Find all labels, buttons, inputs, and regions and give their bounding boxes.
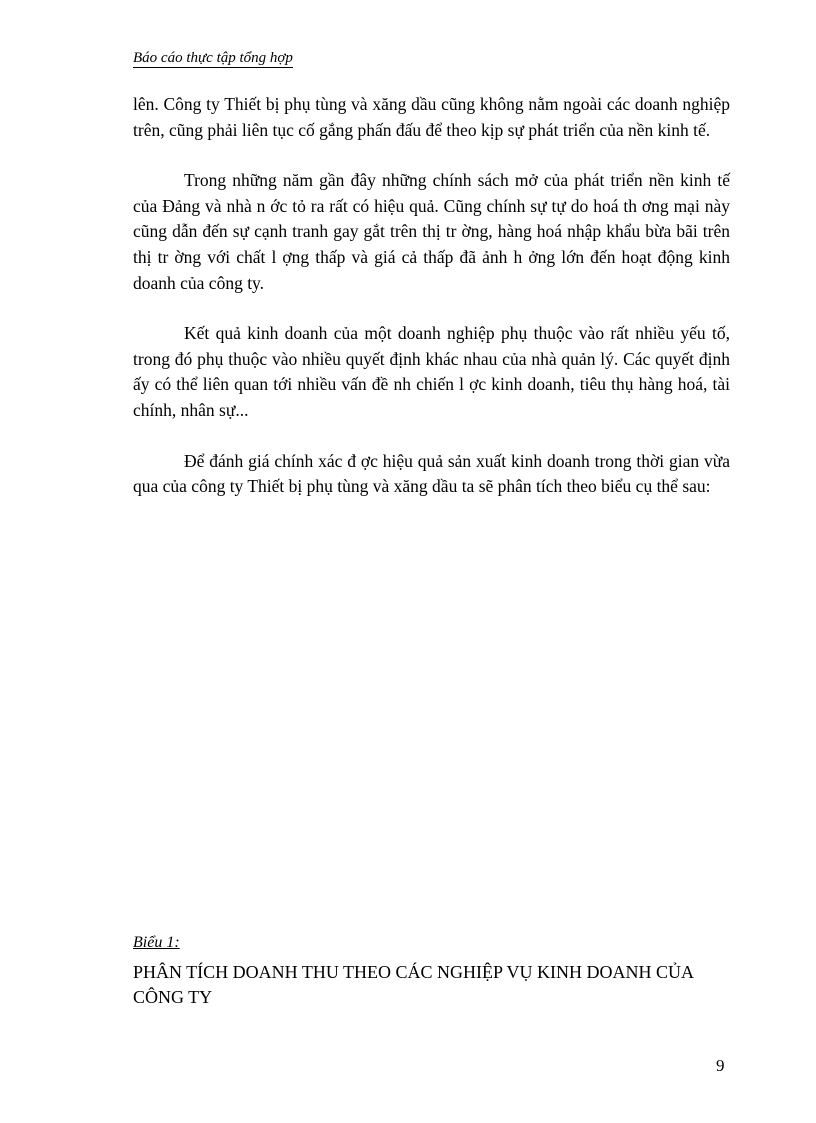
figure-label: Biểu 1: — [133, 934, 180, 951]
running-header: Báo cáo thực tập tổng hợp — [133, 50, 293, 66]
paragraph-4: Để đánh giá chính xác đ ợc hiệu quả sản xuất kinh doanh trong thời gian vừa qua của công ty Thiết bị phụ tùng và xăng dầu ta sẽ phân tích theo biểu cụ thể sau: — [133, 450, 730, 497]
paragraph-2: Trong những năm gần đây những chính sách mở của phát triển nền kinh tế của Đảng và nhà n ớc tỏ ra rất có hiệu quả. Cũng chính sự tự do hoá th ơng mại này cũng dẫn đến sự cạnh tranh gay gắt trên thị tr ờng, hàng hoá nhập khẩu bừa bãi trên thị tr ờng với chất l ợng thấp và giá cả thấp đã ảnh h ởng lớn đến hoạt động kinh doanh của công ty. — [133, 170, 730, 293]
figure-title: PHÂN TÍCH DOANH THU THEO CÁC NGHIỆP VỤ KINH DOANH CỦA CÔNG TY — [133, 962, 694, 1007]
page-number: 9 — [716, 1056, 725, 1075]
paragraph-3: Kết quả kinh doanh của một doanh nghiệp phụ thuộc vào rất nhiều yếu tố, trong đó phụ thuộc vào nhiều quyết định khác nhau của nhà quản lý. Các quyết định ấy có thể liên quan tới nhiều vấn đề nh chiến l ợc kinh doanh, tiêu thụ hàng hoá, tài chính, nhân sự... — [133, 323, 730, 420]
body-text — [133, 92, 730, 525]
paragraph-1: lên. Công ty Thiết bị phụ tùng và xăng dầu cũng không nằm ngoài các doanh nghiệp trên, cũng phải liên tục cố gắng phấn đấu để theo kịp sự phát triển của nền kinh tế. — [133, 94, 730, 140]
